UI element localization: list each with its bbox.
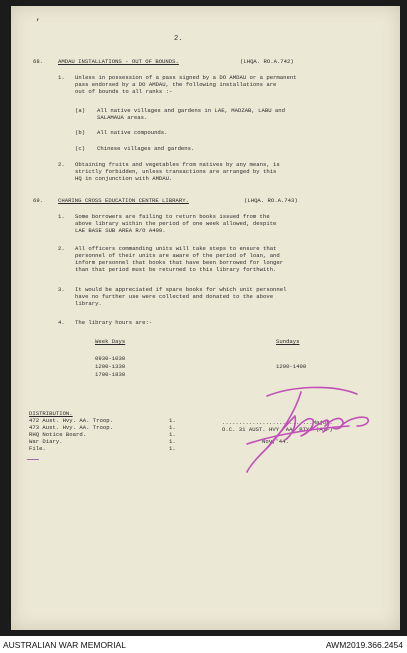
week-days-hours: 1700-1830 (95, 371, 126, 378)
item-69-p2-line: All officers commanding units will take steps to ensure that (75, 245, 277, 252)
document-page (11, 6, 400, 630)
item-69-p2-line: than that period must be returned to this library forthwith. (75, 266, 277, 273)
corner-mark: ’ (35, 18, 41, 28)
sundays-hours: 1200-1400 (276, 363, 307, 370)
item-69-ref: (LHQA. RO.A.743) (244, 197, 298, 204)
item-69-p4-number: 4. (58, 319, 65, 326)
item-68-p1-line: pass endorsed by a DO AMDAU, the following installations are (75, 81, 277, 88)
item-69-p3-line: library. (75, 300, 102, 307)
distribution-name: 473 Aust. Hvy. AA. Troop. (29, 424, 113, 431)
item-69-p3-number: 3. (58, 286, 65, 293)
week-days-hours: 0930-1030 (95, 355, 126, 362)
item-68-number: 68. (33, 58, 44, 65)
item-68-p2-line: Obtaining fruits and vegetables from natives by any means, is (75, 161, 280, 168)
distribution-qty: 1. (169, 438, 176, 445)
distribution-name: War Diary. (29, 438, 63, 445)
item-69-p2-number: 2. (58, 245, 65, 252)
item-68-heading: AMDAU INSTALLATIONS - OUT OF BOUNDS. (58, 58, 179, 65)
signature-rank-line: ...........................Major. (222, 419, 333, 426)
item-69-p1-number: 1. (58, 213, 65, 220)
item-69-p1-line: above library within the period of one week allowed, despite (75, 220, 277, 227)
distribution-qty: 1. (169, 417, 176, 424)
footer-accession-number: AWM2019.366.2454 (325, 640, 403, 650)
item-68-sub-b-label: (b) (75, 129, 86, 136)
item-69-number: 69. (33, 197, 44, 204)
sundays-label: Sundays (276, 338, 300, 345)
item-68-sub-c: Chinese villages and gardens. (97, 145, 195, 152)
item-68-p1-line: Unless in possession of a pass signed by a DO AMDAU or a permanent (75, 74, 297, 81)
page-number: 2. (174, 35, 183, 43)
distribution-name: RHQ Notice Board. (29, 431, 87, 438)
signature-date-line: Nov,'44. (262, 438, 289, 445)
item-68-p2-line: HQ in conjunction with AMDAU. (75, 175, 173, 182)
item-68-sub-a-label: (a) (75, 107, 86, 114)
item-69-p1-line: Some borrowers are failing to return books issued from the (75, 213, 270, 220)
item-69-p2-line: personnel of their units are aware of the period of loan, and (75, 252, 280, 259)
archive-footer (0, 636, 407, 653)
item-69-heading: CHARING CROSS EDUCATION CENTRE LIBRARY. (58, 197, 189, 204)
item-69-p3-line: have no further use were collected and donated to the above (75, 293, 274, 300)
week-days-hours: 1200-1330 (95, 363, 126, 370)
footer-institution: AUSTRALIAN WAR MEMORIAL (3, 640, 126, 650)
week-days-label: Week Days (95, 338, 126, 345)
document-body (11, 6, 400, 630)
item-68-sub-c-label: (c) (75, 145, 86, 152)
distribution-qty: 1. (169, 424, 176, 431)
item-69-p2-line: inform personnel that books that have been borrowed for longer (75, 259, 284, 266)
item-68-p2-line: strictly forbidden, unless transactions are arranged by this (75, 168, 277, 175)
item-68-sub-b: All native compounds. (97, 129, 168, 136)
item-68-p2-number: 2. (58, 161, 65, 168)
item-68-ref: (LHQA. RO.A.742) (240, 58, 294, 65)
signature-title-line: O.C. 31 AUST. HVY. AA. BTY. (AIF) (222, 426, 333, 433)
distribution-qty: 1. (169, 431, 176, 438)
distribution-qty: 1. (169, 445, 176, 452)
item-69-p3-line: It would be appreciated if spare books for which unit personnel (75, 286, 287, 293)
item-68-sub-a-line: SALAMAUA areas. (97, 114, 148, 121)
distribution-name: 472 Aust. Hvy. AA. Troop. (29, 417, 113, 424)
item-68-sub-a-line: All native villages and gardens in LAE, MADZAB, LABU and (97, 107, 285, 114)
handwritten-signature (237, 382, 387, 486)
distribution-heading: DISTRIBUTION. (29, 410, 73, 417)
item-68-p1-number: 1. (58, 74, 65, 81)
item-69-p4: The library hours are:- (75, 319, 153, 326)
item-68-p1-line: out of bounds to all ranks :- (75, 88, 173, 95)
distribution-name: File. (29, 445, 46, 452)
pencil-mark (27, 459, 39, 460)
item-69-p1-line: LAE BASE SUB AREA R/O A499. (75, 227, 166, 234)
